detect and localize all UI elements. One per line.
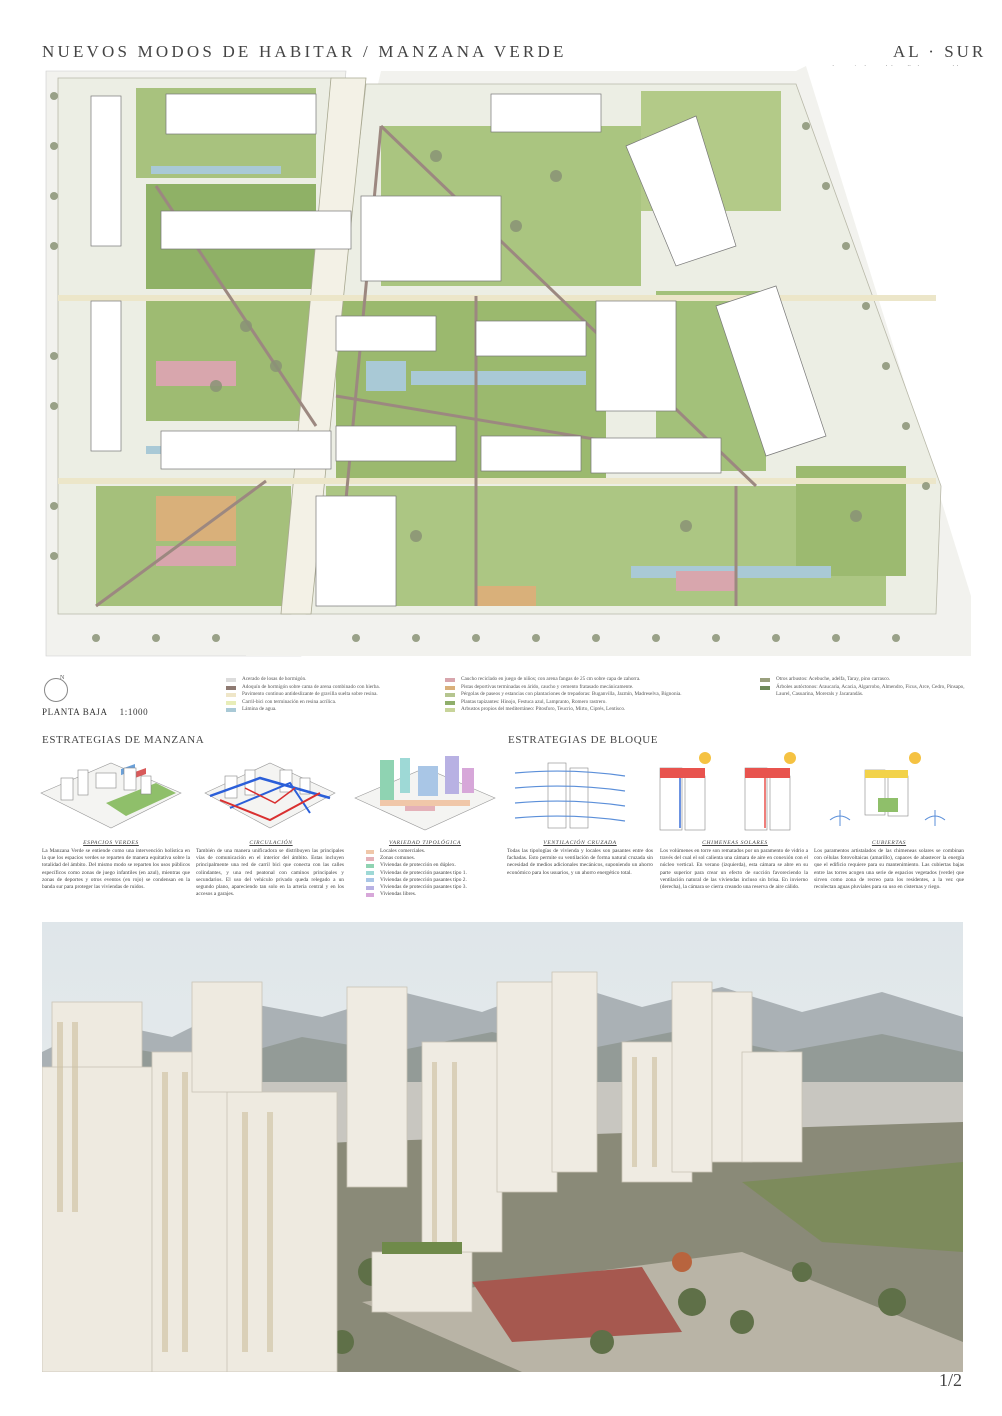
swatch: [366, 886, 374, 890]
text-ventilation: Todas las tipologías de vivienda y locales son pasantes entre dos fachadas. Esto permite su ventilación de forma natural cruzada sin necesidad de medios adicionales mecánicos, suponiendo un ahorro económico para los usuarios, y un ahorro energético total.: [507, 848, 653, 876]
swatch: [445, 708, 455, 712]
text-circulation: También de una manera unificadora se distribuyen las principales vías de comunicación en el interior del ámbito. Estas incluyen principalmente una red de carril bici que conecta con las calles colindantes, y una red peatonal con caminos principales y secundarios. El uso del vehículo privado queda relegado a un segundo plano, apareciendo tan solo en la arteria central y en los accesos a garajes.: [196, 848, 344, 898]
legend-col-2: [445, 676, 745, 714]
plan-scale: 1:1000: [119, 707, 149, 717]
swatch: [445, 693, 455, 697]
text-green-spaces: La Manzana Verde se entiende como una intervención holística en la que los espacios verdes se reparten de manera equitativa sobre la totalidad del ámbito. Del mismo modo se reparten los usos públicos específicos como zonas de juego infantiles (en azul), mientras que zonas de deportes y otros eventos (en rojo) se condensan en la banda sur para proteger las viviendas de ruidos.: [42, 848, 190, 891]
swatch: [760, 678, 770, 682]
swatch: [366, 893, 374, 897]
bloque-section-title: ESTRATEGIAS DE BLOQUE: [508, 734, 659, 746]
swatch: [226, 686, 236, 690]
caption-ventilation: VENTILACIÓN CRUZADA: [543, 840, 617, 846]
legend-item: Caucho reciclado en juego de niños; con arena fangas de 25 cm sobre capa de zahorra.: [445, 676, 745, 684]
caption-typology: VARIEDAD TIPOLÓGICA: [388, 840, 462, 846]
legend-item: Plantas tapizantes: Hinojo, Festuca azul, Lampranto, Romero rastrero.: [445, 699, 745, 707]
legend-item: Carril-bici con terminación en resina acrílica.: [226, 699, 438, 707]
legend-item: Adoquín de hormigón sobre cama de arena combinado con hierba.: [226, 684, 438, 692]
legend-item: Pérgolas de paseos y estancias con plantaciones de trepadoras: Buganvilla, Jazmín, Madreselva, Bignonia.: [445, 691, 745, 699]
legend-item: Acerado de losas de hormigón.: [226, 676, 438, 684]
roofs-diagram: [820, 748, 960, 836]
site-plan: [36, 66, 971, 666]
typology-item: Zonas comunes.: [366, 855, 506, 862]
cross-ventilation-diagram: [510, 748, 630, 836]
swatch: [445, 686, 455, 690]
swatch: [366, 850, 374, 854]
swatch: [366, 871, 374, 875]
swatch: [366, 864, 374, 868]
typology-list: [366, 848, 506, 898]
swatch: [445, 678, 455, 682]
typology-item: Viviendas libres.: [366, 891, 506, 898]
poster-title: NUEVOS MODOS DE HABITAR / MANZANA VERDE: [42, 42, 567, 61]
green-spaces-diagram: [36, 748, 186, 836]
typology-item: Viviendas de protección en dúplex.: [366, 862, 506, 869]
solar-chimneys-diagram: [650, 748, 815, 836]
plan-label: [42, 707, 148, 717]
legend-item: Lámina de agua.: [226, 706, 438, 714]
brand-title: AL · SUR: [893, 42, 987, 61]
plan-title: PLANTA BAJA: [42, 707, 108, 717]
text-roofs: Los paramentos artistalados de las chimeneas solares se combinan con células fotovoltaicas (amarillo), capaces de abastecer la energía que el edificio requiere para su mantenimiento. Las cubiertas bajas entre las torres acogen una serie de espacios vegetados (verde) que sirven como zona de recreo para los residentes, a la vez que recolectan aguas pluviales para su uso en cisternas y riego.: [814, 848, 964, 891]
aerial-render: [42, 922, 963, 1372]
north-arrow-icon: [44, 675, 68, 702]
legend-item: Pavimento continuo antideslizante de gravilla suelta sobre resina.: [226, 691, 438, 699]
circulation-diagram: [200, 748, 340, 836]
caption-circulation: CIRCULACIÓN: [249, 840, 293, 846]
legend-item: Arbustos propios del mediterráneo: Pitosforo, Teucrio, Mirto, Ciprés, Lentisco.: [445, 706, 745, 714]
typology-item: Locales comerciales.: [366, 848, 506, 855]
swatch: [445, 701, 455, 705]
swatch: [366, 878, 374, 882]
swatch: [366, 857, 374, 861]
typology-item: Viviendas de protección pasantes tipo 3.: [366, 884, 506, 891]
swatch: [226, 701, 236, 705]
legend-col-3: [760, 676, 965, 699]
page-number: 1/2: [939, 1370, 963, 1390]
swatch: [760, 686, 770, 690]
swatch: [226, 708, 236, 712]
manzana-section-title: ESTRATEGIAS DE MANZANA: [42, 734, 205, 746]
text-solar-chimneys: Los volúmenes en torre son rematados por un paramento de vidrio a través del cual el sol calienta una cámara de aire en conexión con el núcleo vertical. En verano (izquierda), esta cámara se abre en su parte superior para crear un efecto de succión favoreciendo la ventilación natural de las viviendas incluso sin brisa. En invierno (derecha), la cámara se cierra creando una reserva de aire cálido.: [660, 848, 808, 891]
legend-item: Árboles autóctonos: Araucaria, Acacia, Algarrobo, Almendro, Ficus, Arce, Cedro, Pinsapo, Laurel, Casuarina, Morerals y Jacarandás.: [760, 684, 965, 699]
legend-item: Pistas deportivas terminadas en árido, caucho y cemento fratasado mecánicamente.: [445, 684, 745, 692]
legend-col-1: [226, 676, 438, 714]
caption-green-spaces: ESPACIOS VERDES: [83, 840, 139, 846]
typology-item: Viviendas de protección pasantes tipo 2.: [366, 877, 506, 884]
swatch: [226, 678, 236, 682]
north-label: N: [60, 675, 65, 681]
swatch: [226, 693, 236, 697]
typology-item: Viviendas de protección pasantes tipo 1.: [366, 870, 506, 877]
caption-roofs: CUBIERTAS: [871, 840, 907, 846]
caption-solar-chimneys: CHIMENEAS SOLARES: [702, 840, 768, 846]
typology-diagram: [350, 748, 500, 836]
legend-item: Otros arbustos: Acebuche, adelfa, Taray, pino carrasco.: [760, 676, 965, 684]
